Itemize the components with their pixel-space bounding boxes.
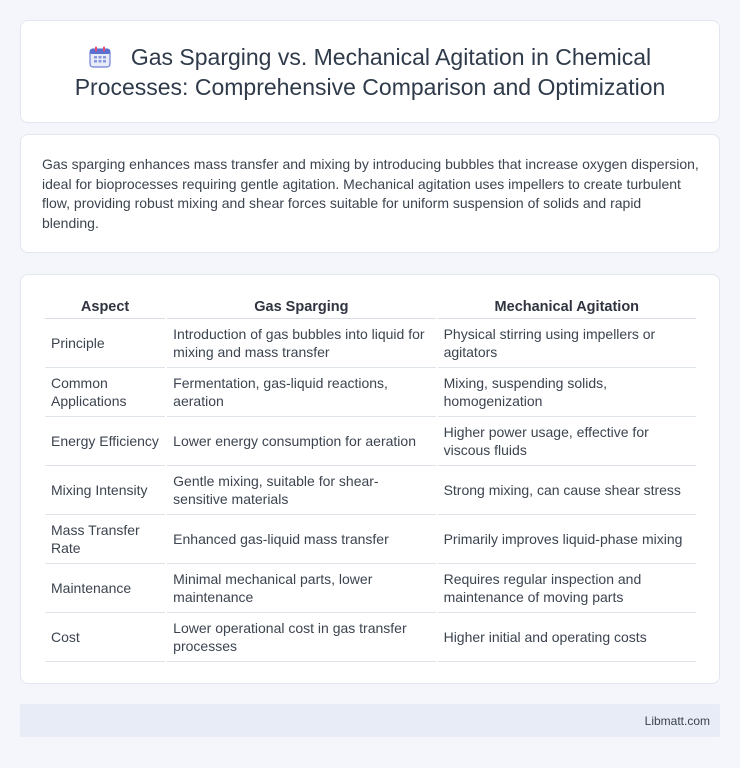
row-aspect-cell: Principle: [45, 319, 165, 368]
row-gas-sparging-cell: Enhanced gas-liquid mass transfer: [167, 515, 435, 564]
row-aspect-cell: Mixing Intensity: [45, 466, 165, 515]
table-row: [45, 613, 696, 662]
row-gas-sparging-cell: Lower energy consumption for aeration: [167, 417, 435, 466]
table-row: [45, 466, 696, 515]
column-header-gas-sparging: Gas Sparging: [167, 297, 435, 319]
row-gas-sparging-cell: Lower operational cost in gas transfer processes: [167, 613, 435, 662]
row-mechanical-agitation-cell: Primarily improves liquid-phase mixing: [438, 515, 696, 564]
column-header-aspect: Aspect: [45, 297, 165, 319]
table-row: [45, 319, 696, 368]
row-gas-sparging-cell: Gentle mixing, suitable for shear-sensitive materials: [167, 466, 435, 515]
footer-brand-link[interactable]: Libmatt.com: [644, 713, 710, 728]
table-row: [45, 515, 696, 564]
row-mechanical-agitation-cell: Requires regular inspection and maintenance of moving parts: [438, 564, 696, 613]
row-mechanical-agitation-cell: Mixing, suspending solids, homogenization: [438, 368, 696, 417]
row-aspect-cell: Energy Efficiency: [45, 417, 165, 466]
footer: [20, 704, 720, 737]
row-gas-sparging-cell: Fermentation, gas-liquid reactions, aeration: [167, 368, 435, 417]
column-header-mechanical-agitation: Mechanical Agitation: [438, 297, 696, 319]
row-aspect-cell: Maintenance: [45, 564, 165, 613]
comparison-card: [20, 274, 720, 684]
row-aspect-cell: Cost: [45, 613, 165, 662]
table-header-row: [45, 297, 696, 319]
intro-card: [20, 134, 720, 253]
calendar-icon: [89, 46, 111, 68]
page-title: [51, 42, 689, 102]
title-card: [20, 20, 720, 123]
table-row: [45, 417, 696, 466]
row-mechanical-agitation-cell: Higher power usage, effective for viscous fluids: [438, 417, 696, 466]
table-row: [45, 564, 696, 613]
row-mechanical-agitation-cell: Physical stirring using impellers or agitators: [438, 319, 696, 368]
row-mechanical-agitation-cell: Higher initial and operating costs: [438, 613, 696, 662]
row-gas-sparging-cell: Minimal mechanical parts, lower maintenance: [167, 564, 435, 613]
row-aspect-cell: Mass Transfer Rate: [45, 515, 165, 564]
page-title-text: Gas Sparging vs. Mechanical Agitation in Chemical Processes: Comprehensive Comparison and Optimization: [74, 43, 666, 100]
row-aspect-cell: Common Applications: [45, 368, 165, 417]
table-row: [45, 368, 696, 417]
intro-paragraph: Gas sparging enhances mass transfer and mixing by introducing bubbles that increase oxygen dispersion, ideal for bioprocesses requiring gentle agitation. Mechanical agitation uses impellers to create turbulent flow, providing robust mixing and shear forces suitable for uniform suspension of solids and rapid blending.: [42, 156, 699, 231]
row-gas-sparging-cell: Introduction of gas bubbles into liquid for mixing and mass transfer: [167, 319, 435, 368]
comparison-table: [43, 297, 698, 662]
row-mechanical-agitation-cell: Strong mixing, can cause shear stress: [438, 466, 696, 515]
